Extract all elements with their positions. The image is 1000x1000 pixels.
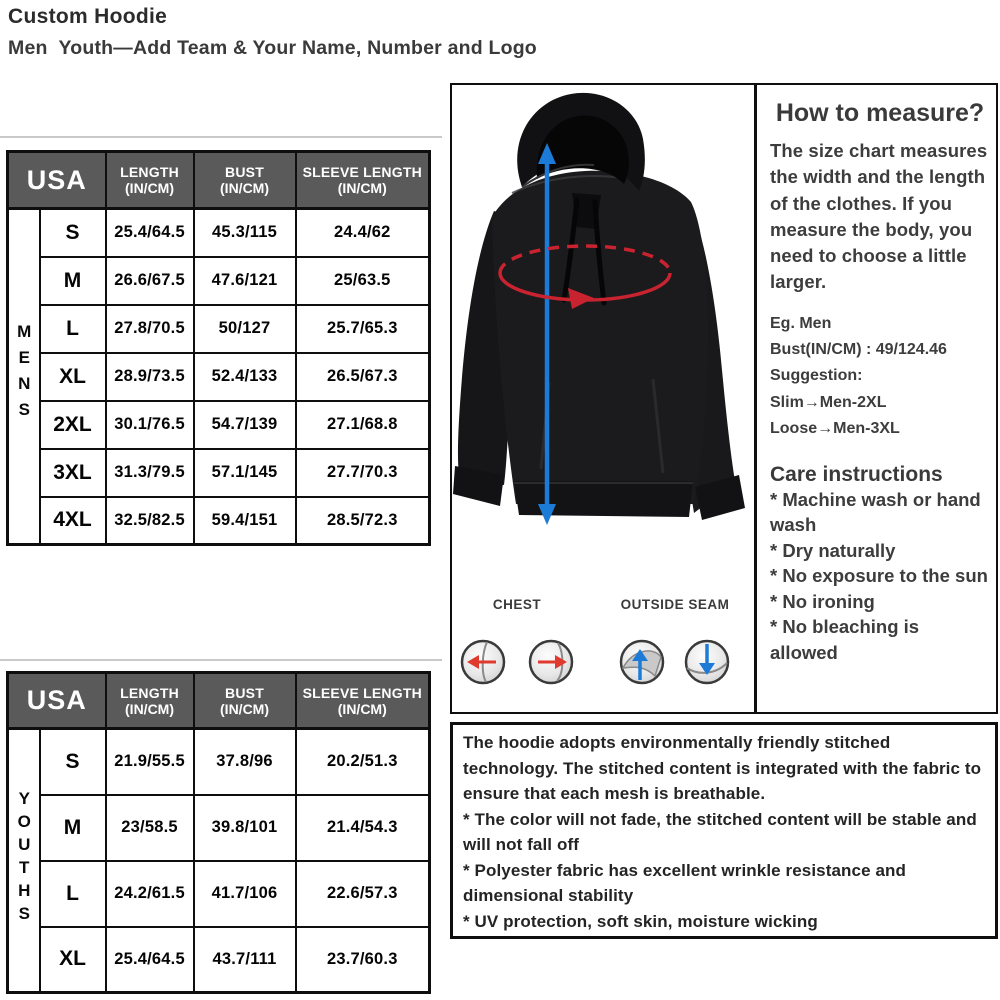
example-line: Loose→Men-3XL [770,420,900,438]
bust-cell: 45.3/115 [194,209,296,257]
divider-line [0,136,442,138]
size-cell: S [40,729,106,795]
size-cell: XL [40,353,106,401]
mens-size-table [6,150,431,546]
length-cell: 31.3/79.5 [106,449,194,497]
table-row [8,305,430,353]
column-header-length: LENGTH (IN/CM) [106,673,194,729]
sleeve-cell: 21.4/54.3 [296,795,430,861]
bust-cell: 54.7/139 [194,401,296,449]
length-cell: 21.9/55.5 [106,729,194,795]
size-cell: 2XL [40,401,106,449]
care-item: * No ironing [770,590,875,612]
hoodie-image [453,93,745,520]
column-header-bust: BUST (IN/CM) [194,673,296,729]
size-cell: L [40,861,106,927]
length-cell: 28.9/73.5 [106,353,194,401]
bust-cell: 50/127 [194,305,296,353]
care-item: * Machine wash or hand wash [770,488,981,536]
size-cell: S [40,209,106,257]
outside-seam-label: OUTSIDE SEAM [620,597,730,612]
example-line: Eg. Men [770,314,832,332]
sleeve-cell: 26.5/67.3 [296,353,430,401]
table-row [8,729,430,795]
sleeve-cell: 25/63.5 [296,257,430,305]
column-header-usa: USA [8,673,106,729]
product-description-box [450,722,998,939]
bust-cell: 39.8/101 [194,795,296,861]
length-cell: 32.5/82.5 [106,497,194,545]
description-intro: The hoodie adopts environmentally friendly stitched technology. The stitched content is integrated with the fabric to ensure that each mesh is breathable. [463,733,982,803]
size-cell: 4XL [40,497,106,545]
column-header-sleeve: SLEEVE LENGTH (IN/CM) [296,673,430,729]
chest-measure-left-icon [462,641,504,683]
column-header-usa: USA [8,152,106,209]
how-to-measure-body: The size chart measures the width and the length of the clothes. If you measure the body, you need to choose a little larger. [770,140,988,293]
example-line: Suggestion: [770,367,863,385]
youth-size-table [6,671,431,994]
hoodie-measure-illustration [452,85,754,710]
table-header-row [8,673,430,729]
description-bullet: * The color will not fade, the stitched content will be stable and will not fall off [463,809,977,854]
length-cell: 25.4/64.5 [106,927,194,993]
how-to-measure-heading: How to measure? [775,99,985,127]
bust-cell: 57.1/145 [194,449,296,497]
bust-cell: 59.4/151 [194,497,296,545]
table-row [8,257,430,305]
example-line: Bust(IN/CM) : 49/124.46 [770,340,947,358]
table-row [8,861,430,927]
bust-cell: 47.6/121 [194,257,296,305]
care-item: * Dry naturally [770,539,896,561]
length-cell: 30.1/76.5 [106,401,194,449]
group-label-mens: MENS [8,209,40,545]
size-cell: XL [40,927,106,993]
example-line: Slim→Men-2XL [770,393,887,411]
care-item: * No exposure to the sun [770,565,988,587]
table-row [8,209,430,257]
outside-seam-down-icon [686,641,728,683]
column-header-sleeve: SLEEVE LENGTH (IN/CM) [296,152,430,209]
sleeve-cell: 25.7/65.3 [296,305,430,353]
size-cell: M [40,257,106,305]
care-item: * No bleaching is allowed [770,616,920,663]
hoodie-photo [452,85,754,712]
page-title: Custom Hoodie [8,5,168,28]
table-header-row [8,152,430,209]
sleeve-cell: 28.5/72.3 [296,497,430,545]
how-to-measure-panel [754,85,996,712]
table-row [8,497,430,545]
table-row [8,927,430,993]
size-cell: M [40,795,106,861]
length-cell: 26.6/67.5 [106,257,194,305]
size-cell: L [40,305,106,353]
sleeve-cell: 24.4/62 [296,209,430,257]
care-instructions-list [770,487,990,666]
bust-cell: 41.7/106 [194,861,296,927]
description-bullet: * Polyester fabric has excellent wrinkle resistance and dimensional stability [463,860,906,905]
group-label-youths: YOUTHS [8,729,40,993]
page-subtitle: Men Youth—Add Team & Your Name, Number and Logo [8,37,537,59]
divider-line [0,659,442,661]
chest-measure-label: CHEST [492,597,542,612]
outside-seam-up-icon [621,641,663,683]
length-cell: 24.2/61.5 [106,861,194,927]
column-header-bust: BUST (IN/CM) [194,152,296,209]
sleeve-cell: 23.7/60.3 [296,927,430,993]
table-row [8,795,430,861]
description-bullet: * UV protection, soft skin, moisture wicking [463,911,818,931]
bust-cell: 43.7/111 [194,927,296,993]
measure-guide-panel [450,83,998,714]
length-cell: 25.4/64.5 [106,209,194,257]
care-instructions-heading: Care instructions [770,462,943,486]
sleeve-cell: 22.6/57.3 [296,861,430,927]
chest-measure-right-icon [530,641,572,683]
bust-cell: 52.4/133 [194,353,296,401]
table-row [8,353,430,401]
column-header-length: LENGTH (IN/CM) [106,152,194,209]
sleeve-cell: 27.1/68.8 [296,401,430,449]
table-row [8,401,430,449]
bust-cell: 37.8/96 [194,729,296,795]
sleeve-cell: 27.7/70.3 [296,449,430,497]
sleeve-cell: 20.2/51.3 [296,729,430,795]
length-cell: 23/58.5 [106,795,194,861]
length-cell: 27.8/70.5 [106,305,194,353]
table-row [8,449,430,497]
size-cell: 3XL [40,449,106,497]
sizing-example [770,311,990,443]
